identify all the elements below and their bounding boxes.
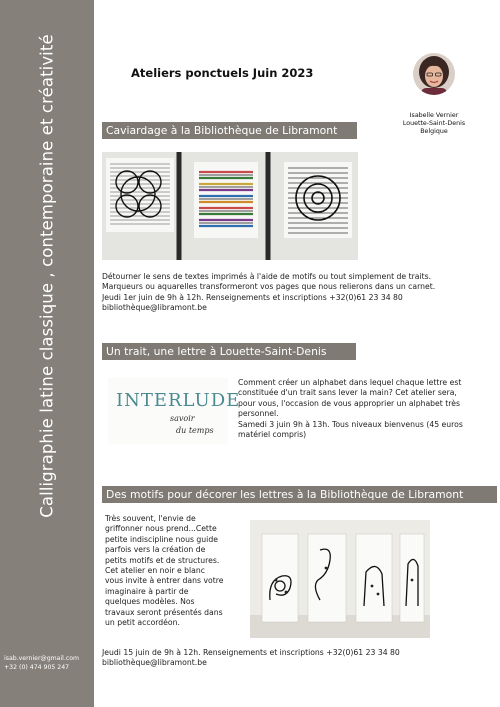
interlude-image bbox=[108, 378, 241, 444]
section2-line: personnel. bbox=[238, 409, 279, 419]
section3-line: Cet atelier en noir e blanc bbox=[105, 566, 205, 576]
section3-footer-line: Jeudi 15 juin de 9h à 12h. Renseignements et inscriptions +32(0)61 23 34 80 bbox=[102, 648, 400, 657]
section3-footer bbox=[102, 648, 400, 669]
interlude-script-2: du temps bbox=[176, 426, 214, 435]
section3-heading: Des motifs pour décorer les lettres à la Bibliothèque de Libramont bbox=[102, 486, 497, 503]
section2-line: Comment créer un alphabet dans lequel chaque lettre est bbox=[238, 378, 462, 387]
section3-line: Très souvent, l'envie de bbox=[105, 514, 196, 523]
section3-line: parfois vers la création de bbox=[105, 545, 206, 555]
interlude-script-1: savoir bbox=[170, 414, 195, 423]
author-block bbox=[384, 112, 484, 136]
section3-line: imaginaire à partir de bbox=[105, 586, 189, 596]
section3-line: petite indiscipline nous guide bbox=[105, 534, 218, 544]
section1-line: Détourner le sens de textes imprimés à l'aide de motifs ou tout simplement de traits. bbox=[102, 272, 432, 281]
section3-line: vous invite à entrer dans votre bbox=[105, 576, 224, 586]
author-name: Isabelle Vernier bbox=[409, 112, 459, 119]
interlude-word: INTERLUDE bbox=[116, 390, 241, 411]
sidebar bbox=[0, 0, 94, 707]
section3-line: travaux seront présentés dans bbox=[105, 607, 223, 617]
section3-line: petits motifs et de structures. bbox=[105, 555, 220, 565]
section2-line: pour vous, l'occasion de vous approprier un alphabet très bbox=[238, 398, 460, 408]
author-place: Louette-Saint-Denis bbox=[402, 120, 466, 127]
section2-line: constituée d'un trait sans lever la main? Cet atelier sera, bbox=[238, 388, 457, 398]
section3-footer-line[interactable]: bibliothèque@libramont.be bbox=[102, 658, 207, 668]
section1-heading: Caviardage à la Bibliothèque de Libramont bbox=[102, 122, 357, 139]
author-avatar bbox=[413, 53, 455, 95]
caviardage-photo bbox=[102, 152, 358, 260]
accordion-photo bbox=[250, 520, 430, 638]
section3-text bbox=[105, 514, 223, 628]
section2-line: matériel compris) bbox=[238, 430, 307, 440]
page-title: Ateliers ponctuels Juin 2023 bbox=[131, 66, 314, 80]
sidebar-title: Calligraphie latine classique , contemporaine et créativité bbox=[37, 34, 57, 518]
section2-heading: Un trait, une lettre à Louette-Saint-Denis bbox=[102, 343, 356, 360]
section3-line: un petit accordéon. bbox=[105, 618, 180, 628]
section3-line: griffonner nous prend...Cette bbox=[105, 524, 217, 534]
contact-info bbox=[4, 654, 79, 672]
section3-line: quelques modèles. Nos bbox=[105, 597, 195, 607]
contact-email[interactable]: isab.vernier@gmail.com bbox=[4, 655, 80, 662]
section1-line: Marqueurs ou aquarelles transformeront vos pages que nous relierons dans un carnet. bbox=[102, 282, 436, 292]
section2-text bbox=[238, 378, 463, 440]
author-country: Belgique bbox=[420, 128, 448, 135]
section1-line[interactable]: bibliothèque@libramont.be bbox=[102, 303, 207, 313]
contact-phone: +32 (0) 474 905 247 bbox=[4, 664, 70, 671]
section1-line: Jeudi 1er juin de 9h à 12h. Renseignements et inscriptions +32(0)61 23 34 80 bbox=[102, 292, 403, 302]
section1-text bbox=[102, 272, 435, 314]
section2-line: Samedi 3 juin 9h à 13h. Tous niveaux bienvenus (45 euros bbox=[238, 419, 463, 429]
